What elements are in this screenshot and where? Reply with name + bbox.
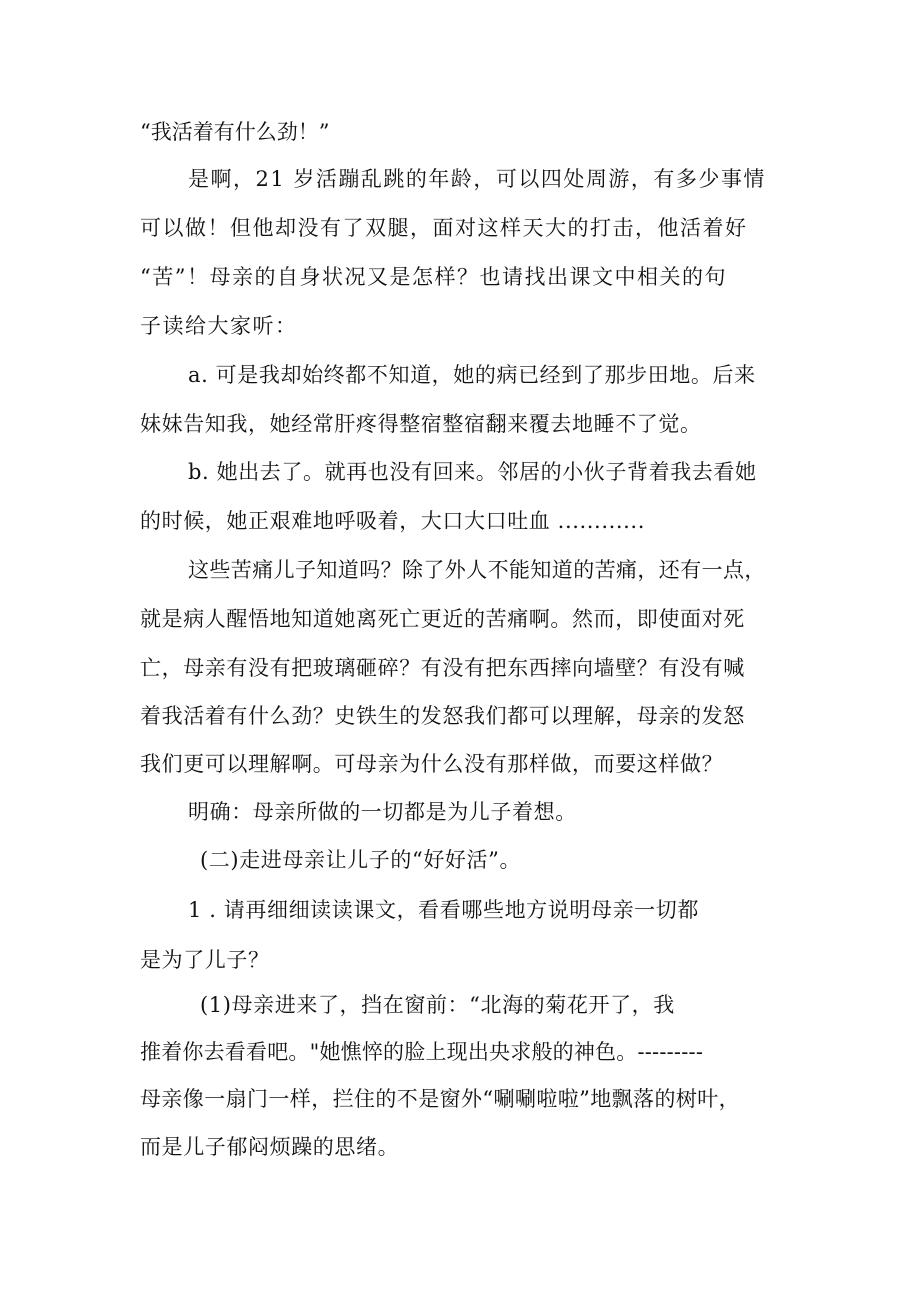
text-line: b. 她出去了。就再也没有回来。邻居的小伙子背着我去看她 <box>188 460 757 484</box>
text-line: 是啊，21 岁活蹦乱跳的年龄，可以四处周游，有多少事情 <box>188 167 766 191</box>
text-line: 明确：母亲所做的一切都是为儿子着想。 <box>188 800 577 824</box>
text-line: 这些苦痛儿子知道吗？除了外人不能知道的苦痛，还有一点， <box>188 558 766 582</box>
text-line: 我们更可以理解啊。可母亲为什么没有那样做，而要这样做？ <box>140 752 724 776</box>
text-line: 子读给大家听： <box>140 314 298 338</box>
text-line: 而是儿子郁闷烦躁的思绪。 <box>140 1135 400 1159</box>
text-line: 母亲像一扇门一样，拦住的不是窗外“唰唰啦啦”地飘落的树叶， <box>140 1087 741 1111</box>
text-line: a. 可是我却始终都不知道，她的病已经到了那步田地。后来 <box>188 363 756 387</box>
text-line: 亡，母亲有没有把玻璃砸碎？有没有把东西摔向墙壁？有没有喊 <box>140 656 745 680</box>
section-heading: (二)走进母亲让儿子的“好好活”。 <box>200 848 522 872</box>
text-line: “我活着有什么劲！” <box>140 120 330 144</box>
text-line: (1)母亲进来了，挡在窗前：“北海的菊花开了，我 <box>200 993 675 1017</box>
text-line: 推着你去看看吧。"她憔悴的脸上现出央求般的神色。--------- <box>140 1040 704 1064</box>
text-line: 可以做！但他却没有了双腿，面对这样天大的打击，他活着好 <box>140 216 748 240</box>
text-line: 的时候，她正艰难地呼吸着，大口大口吐血 ............ <box>140 509 645 533</box>
text-line: 妹妹告知我，她经常肝疼得整宿整宿翻来覆去地睡不了觉。 <box>140 412 702 436</box>
text-line: 就是病人醒悟地知道她离死亡更近的苦痛啊。然而，即使面对死 <box>140 607 745 631</box>
text-line: “苦”！母亲的自身状况又是怎样？也请找出课文中相关的句 <box>140 265 727 289</box>
text-line: 1 . 请再细细读读课文，看看哪些地方说明母亲一切都 <box>188 898 699 922</box>
text-line: 是为了儿子？ <box>140 948 270 972</box>
text-line: 着我活着有什么劲？史铁生的发怒我们都可以理解，母亲的发怒 <box>140 704 745 728</box>
